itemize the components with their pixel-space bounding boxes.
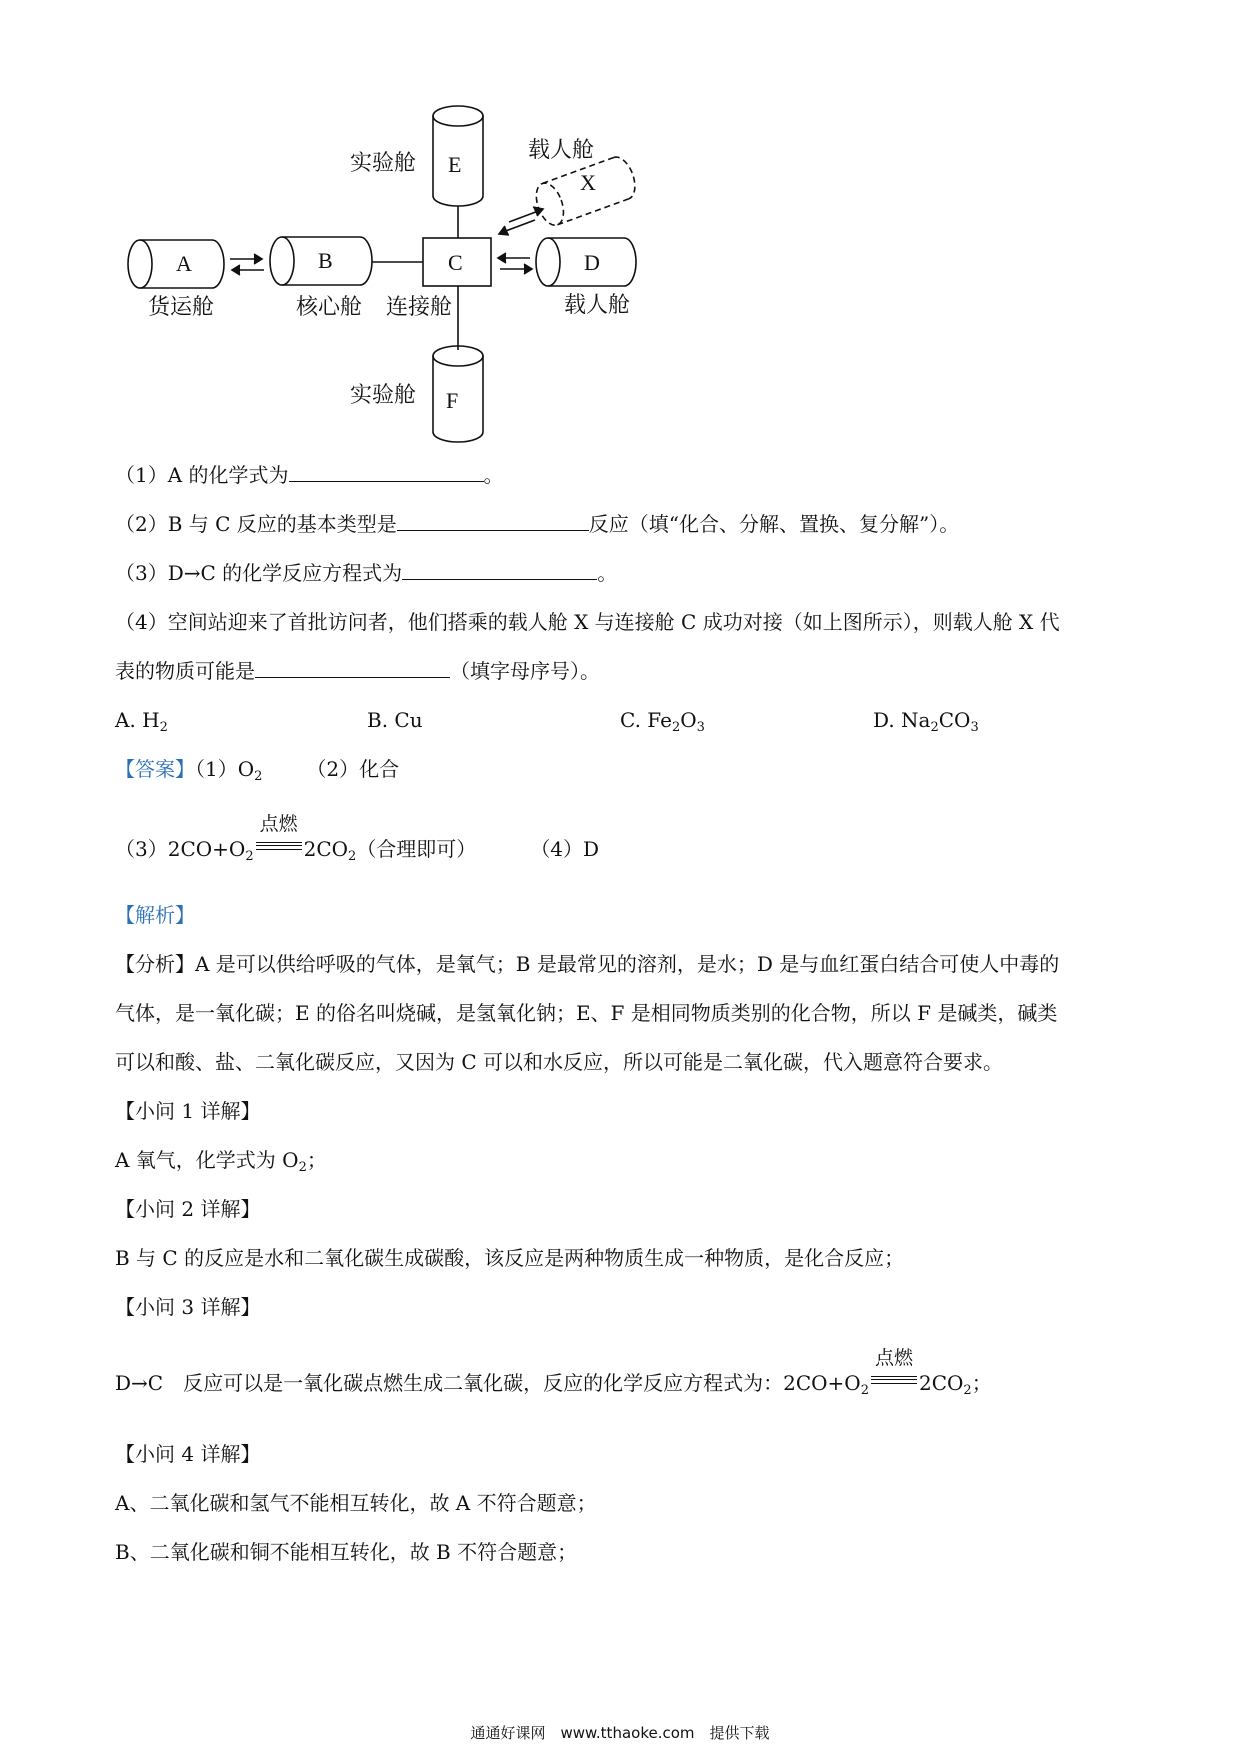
- option-a: A. $H_2$: [115, 708, 168, 735]
- sub-question-1-text: A 氧气，化学式为 $O_2$；: [115, 1148, 327, 1175]
- sub-question-3-heading: 【小问 3 详解】: [115, 1295, 261, 1319]
- question-4-line-2: 表的物质可能是 （填字母序号）。: [115, 659, 600, 683]
- label-connector: 连接舱: [386, 295, 453, 320]
- sub-question-2-heading: 【小问 2 详解】: [115, 1197, 261, 1221]
- label-cargo: 货运舱: [148, 295, 215, 320]
- answer-blank-3: [402, 559, 597, 580]
- answer-blank-2: [397, 510, 589, 531]
- label-experiment-bottom: 实验舱: [350, 383, 417, 408]
- question-1: （1）A 的化学式为 。: [115, 463, 504, 487]
- letter-c: C: [448, 250, 463, 275]
- answer-tag: 【答案】: [115, 757, 195, 781]
- option-b: B. Cu: [367, 708, 423, 732]
- cylinder-e-top: [433, 106, 483, 126]
- label-crew-right: 载人舱: [564, 293, 631, 318]
- equation-condition: 点燃: [256, 828, 302, 856]
- answer-line-1: 【答案】$(1)O_2$ （2）化合: [115, 757, 400, 784]
- question-2: （2）B 与 C 反应的基本类型是 反应（填“化合、分解、置换、复分解”）。: [115, 512, 960, 536]
- option-d: D. $Na_2CO_3$: [873, 708, 979, 735]
- label-crew-top: 载人舱: [528, 138, 595, 163]
- analysis-p1-l3: 可以和酸、盐、二氧化碳反应，又因为 C 可以和水反应，所以可能是二氧化碳，代入题意符合要求。: [115, 1050, 1004, 1074]
- question-3: （3）D→C 的化学反应方程式为 。: [115, 561, 618, 585]
- answer-line-2: $(3)2CO+O_2$ 点燃 $2CO_2$（合理即可） （4）D: [115, 813, 600, 864]
- analysis-tag: 【解析】: [115, 903, 195, 927]
- letter-f: F: [446, 388, 459, 413]
- equation-condition-2: 点燃: [871, 1362, 917, 1390]
- option-c: C. $Fe_2O_3$: [620, 708, 705, 735]
- label-experiment-top: 实验舱: [350, 151, 417, 176]
- letter-a: A: [176, 251, 192, 276]
- label-core: 核心舱: [296, 295, 363, 320]
- analysis-p1-l2: 气体，是一氧化碳；E 的俗名叫烧碱，是氢氧化钠；E、F 是相同物质类别的化合物，所以 F 是碱类，碱类: [115, 1001, 1058, 1025]
- sub-question-4-option-a: A、二氧化碳和氢气不能相互转化，故 A 不符合题意；: [115, 1491, 597, 1515]
- letter-b: B: [318, 248, 333, 273]
- analysis-p1-l1: 【分析】A 是可以供给呼吸的气体，是氧气；B 是最常见的溶剂，是水；D 是与血红蛋白结合可使人中毒的: [115, 952, 1060, 976]
- sub-question-4-option-b: B、二氧化碳和铜不能相互转化，故 B 不符合题意；: [115, 1540, 578, 1564]
- sub-question-2-text: B 与 C 的反应是水和二氧化碳生成碳酸，该反应是两种物质生成一种物质，是化合反应；: [115, 1246, 905, 1270]
- sub-question-3-text: D→C 反应可以是一氧化碳点燃生成二氧化碳，反应的化学反应方程式为：$2CO+O_2$ 点燃 $2CO_2$；: [115, 1347, 992, 1398]
- answer-blank-1: [289, 461, 484, 482]
- answer-blank-4: [255, 657, 450, 678]
- letter-e: E: [448, 152, 462, 177]
- sub-question-1-heading: 【小问 1 详解】: [115, 1099, 261, 1123]
- page-footer: 通通好课网 www.tthaoke.com 提供下载: [470, 1724, 770, 1742]
- letter-d: D: [584, 250, 600, 275]
- space-station-diagram: [0, 0, 1240, 460]
- letter-x: X: [580, 170, 596, 195]
- question-4-line-1: （4）空间站迎来了首批访问者，他们搭乘的载人舱 X 与连接舱 C 成功对接（如上图所示），则载人舱 X 代: [115, 610, 1060, 634]
- sub-question-4-heading: 【小问 4 详解】: [115, 1442, 261, 1466]
